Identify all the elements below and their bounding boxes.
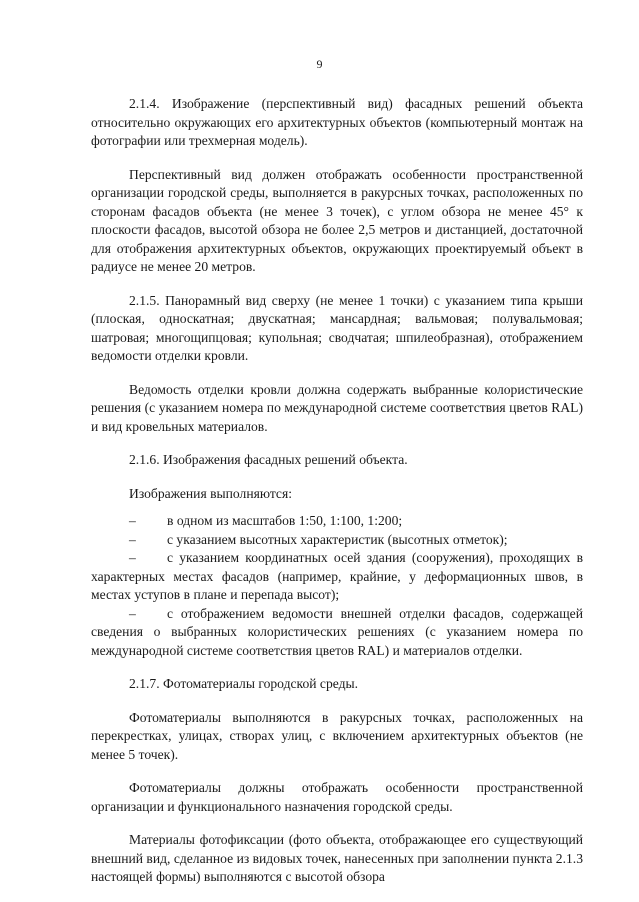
- list-item-text: с указанием координатных осей здания (сооружения), проходящих в характерных местах фасадов (например, крайние, у деформационных швов, в местах уступов в плане и перепада высот);: [91, 550, 583, 602]
- section-2-1-7-body-1: Фотоматериалы выполняются в ракурсных точках, расположенных на перекрестках, улицах, створах улиц, с включением архитектурных объектов (не менее 5 точек).: [91, 709, 583, 762]
- section-2-1-7-heading: 2.1.7. Фотоматериалы городской среды.: [129, 676, 359, 691]
- list-item-text: с указанием высотных характеристик (высотных отметок);: [167, 531, 508, 547]
- section-2-1-7-body-2: Фотоматериалы должны отображать особенности пространственной организации и функционального назначения городской среды.: [91, 780, 583, 814]
- list-item: [91, 605, 583, 661]
- dash-marker: –: [129, 513, 136, 528]
- section-2-1-5-heading: 2.1.5. Панорамный вид сверху (не менее 1 точки) с указанием типа крыши (плоская, односкатная; двускатная; мансардная; вальмовая; полувальмовая; шатровая; многощипцовая; купольная; сводчатая; шпилеобразная), отображением ведомости отделки кровли.: [91, 292, 583, 363]
- document-body: [91, 95, 583, 902]
- list-item-text: в одном из масштабов 1:50, 1:100, 1:200;: [167, 513, 403, 528]
- section-2-1-7-body-3: Материалы фотофиксации (фото объекта, отображающее его существующий внешний вид, сделанное из видовых точек, нанесенных при заполнении пункта 2.1.3 настоящей формы) выполняются с высотой обзора: [91, 832, 583, 884]
- list-item: [91, 531, 583, 550]
- dash-marker: –: [129, 605, 136, 621]
- list-item: [91, 512, 583, 531]
- section-2-1-4-heading: 2.1.4. Изображение (перспективный вид) фасадных решений объекта относительно окружающих его архитектурных объектов (компьютерный монтаж на фотографии или трехмерная модель).: [91, 96, 583, 148]
- dash-marker: –: [129, 550, 136, 565]
- section-2-1-6-intro: Изображения выполняются:: [129, 485, 292, 501]
- section-2-1-6-heading: 2.1.6. Изображения фасадных решений объекта.: [129, 452, 408, 467]
- list-item: [91, 549, 583, 605]
- facade-requirements-list: [91, 512, 583, 660]
- list-item-text: с отображением ведомости внешней отделки фасадов, содержащей сведения о выбранных колористических решениях (с указанием номера по международной системе соответствия цветов RAL) и материалов отделки.: [91, 605, 583, 658]
- section-2-1-4-body: Перспективный вид должен отображать особенности пространственной организации городской среды, выполняется в ракурсных точках, расположенных по сторонам фасадов объекта (не менее 3 точек), с углом обзора не менее 45° к плоскости фасадов, высотой обзора не более 2,5 метров и дистанцией, достаточной для отображения архитектурных объектов, окружающих проектируемый объект в радиусе не менее 20 метров.: [91, 166, 583, 274]
- section-2-1-5-body: Ведомость отделки кровли должна содержать выбранные колористические решения (с указанием номера по международной системе соответствия цветов RAL) и вид кровельных материалов.: [91, 381, 583, 434]
- page-number: 9: [316, 57, 323, 71]
- dash-marker: –: [129, 531, 136, 547]
